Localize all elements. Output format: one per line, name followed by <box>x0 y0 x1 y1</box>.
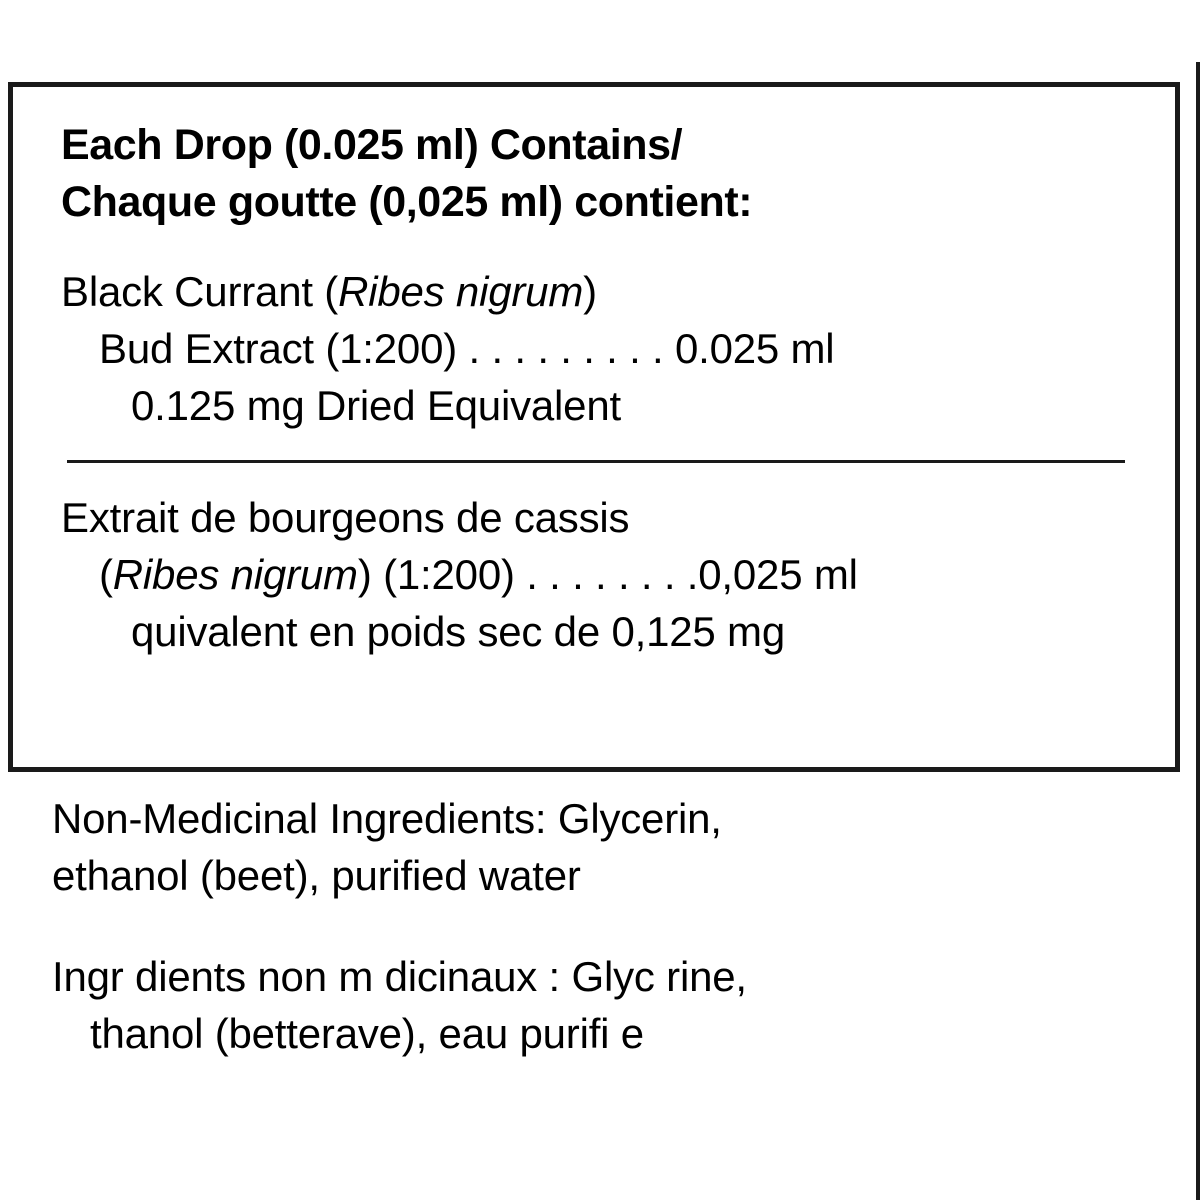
ingredient-name-en-prefix: Black Currant ( <box>61 268 339 315</box>
non-medicinal-en-line-1: Non-Medicinal Ingredients: Glycerin, <box>52 795 722 842</box>
ingredient-name-en <box>61 263 1131 320</box>
medicinal-ingredients-panel <box>8 82 1180 772</box>
non-medicinal-fr-line-1: Ingr dients non m dicinaux : Glyc rine, <box>52 953 747 1000</box>
ingredient-amount-fr-open: ( <box>99 551 113 598</box>
ingredient-dried-equivalent-fr: quivalent en poids sec de 0,125 mg <box>131 608 785 655</box>
panel-heading-line-fr: Chaque goutte (0,025 ml) contient: <box>61 178 753 226</box>
ingredient-amount-fr-tail: ) (1:200) . . . . . . . .0,025 ml <box>357 551 858 598</box>
panel-heading-line-en: Each Drop (0.025 ml) Contains/ <box>61 121 683 169</box>
ingredient-amount-en: Bud Extract (1:200) . . . . . . . . . 0.025 ml <box>99 325 835 372</box>
ingredient-latin-name-fr: Ribes nigrum <box>112 551 358 598</box>
ingredient-amount-fr <box>61 546 1131 603</box>
ingredient-latin-name-en: Ribes nigrum <box>338 268 584 315</box>
medicinal-ingredient-fr <box>61 489 1131 660</box>
ingredient-name-en-suffix: ) <box>583 268 597 315</box>
non-medicinal-fr-line-2: thanol (betterave), eau purifi e <box>90 1010 644 1057</box>
panel-divider <box>67 460 1125 463</box>
non-medicinal-en-line-2: ethanol (beet), purified water <box>52 852 581 899</box>
ingredient-name-fr: Extrait de bourgeons de cassis <box>61 494 630 541</box>
non-medicinal-ingredients-en <box>52 790 1152 904</box>
non-medicinal-ingredients-fr <box>52 948 1152 1062</box>
ingredient-dried-equivalent-en: 0.125 mg Dried Equivalent <box>131 382 621 429</box>
panel-heading <box>61 117 1131 231</box>
non-medicinal-ingredients-section <box>52 790 1152 1062</box>
page-edge-rule <box>1196 62 1200 1200</box>
medicinal-ingredient-en <box>61 263 1131 434</box>
